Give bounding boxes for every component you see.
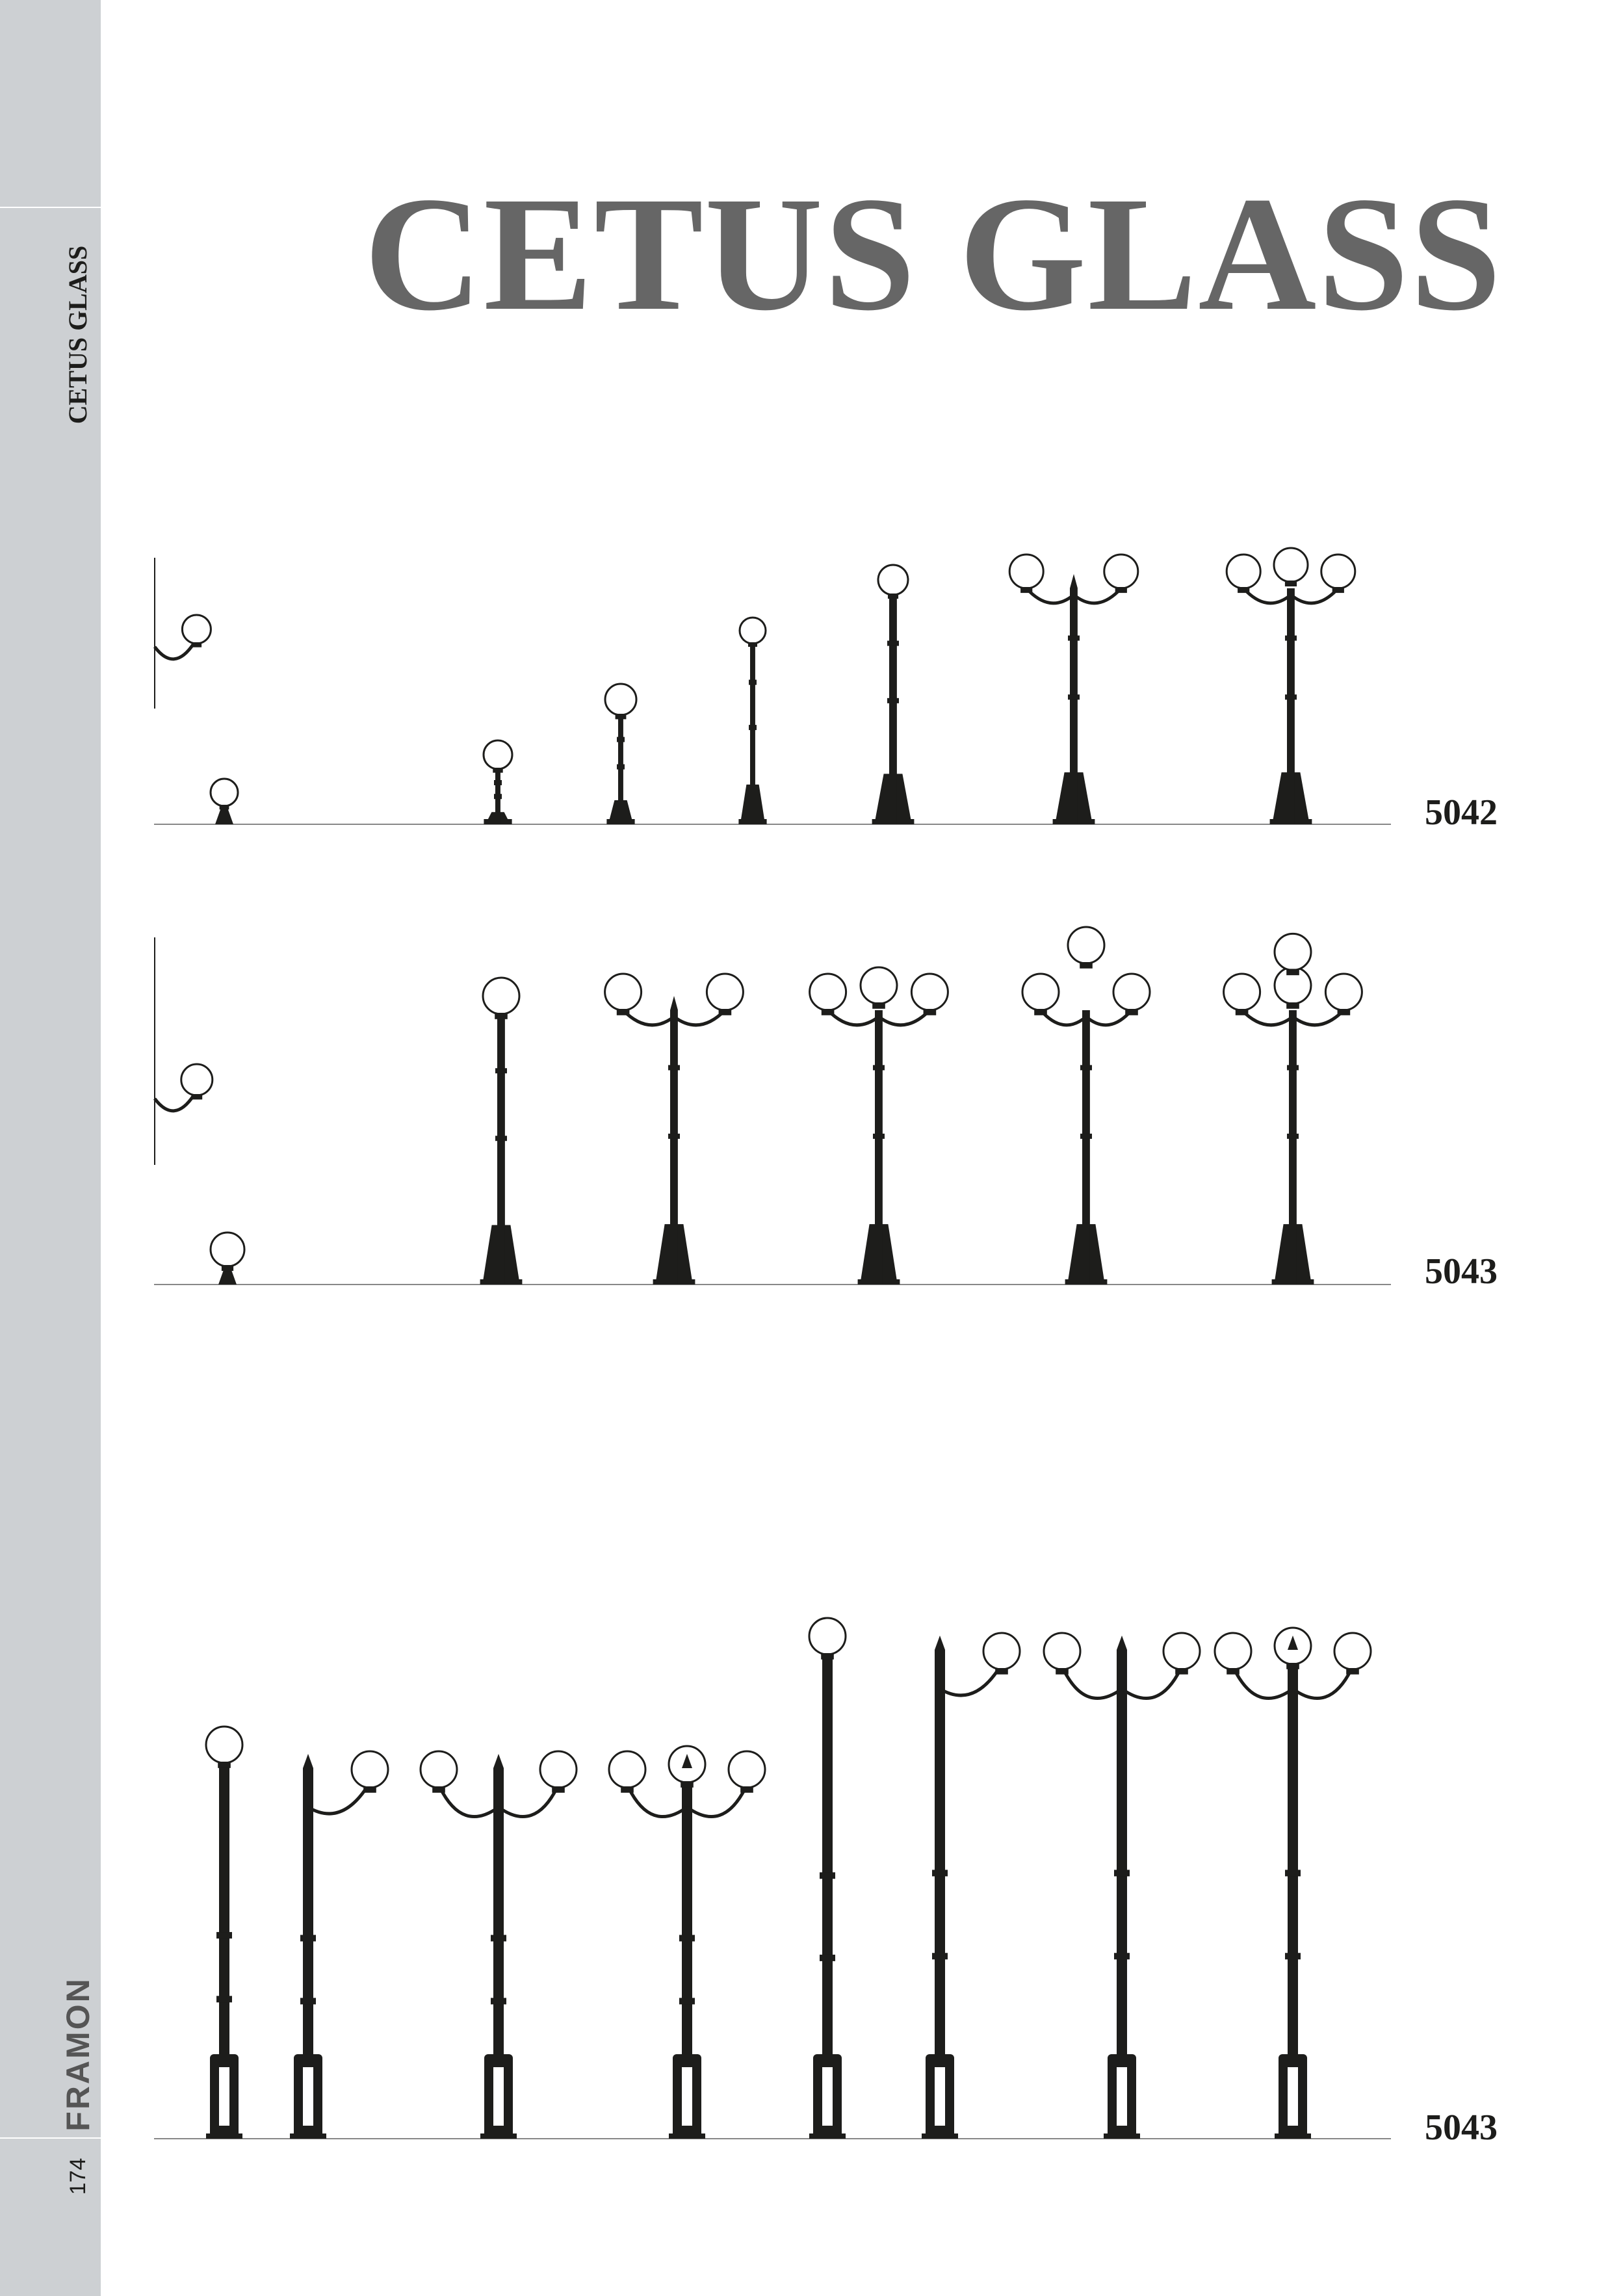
globe-fitter (1238, 587, 1249, 593)
globe-fitter (191, 1094, 202, 1099)
globe-fitter (1236, 1009, 1249, 1015)
post-collar (749, 725, 757, 730)
product-row-5043-bottom (154, 1618, 1391, 2139)
pole-collar (679, 1935, 695, 1942)
globe (809, 1618, 846, 1654)
pole-collar (300, 1935, 316, 1942)
globe (1334, 1633, 1371, 1669)
lamp-arm (440, 1788, 499, 1817)
globe (729, 1751, 765, 1788)
globe (1113, 974, 1150, 1010)
page-number: 174 (66, 2158, 90, 2195)
pole-base-panel (493, 2067, 504, 2126)
lamp-arm (1026, 588, 1074, 603)
post-shaft (618, 715, 623, 824)
globe (1275, 933, 1311, 970)
pole-collar (216, 1932, 232, 1938)
globe (707, 974, 743, 1010)
globe (1224, 974, 1260, 1010)
post-collar (1080, 1065, 1092, 1070)
lamp-arm (1074, 588, 1121, 603)
pole-foot (1104, 2133, 1140, 2139)
post-collar (1287, 1134, 1299, 1139)
post-collar (494, 794, 502, 799)
finial (670, 996, 678, 1010)
globe (182, 615, 211, 644)
pole-collar (1114, 1870, 1130, 1876)
finial (935, 1636, 945, 1650)
post-shaft (889, 595, 897, 824)
globe-fitter (1115, 587, 1127, 593)
pole-collar (300, 1998, 316, 2004)
globe-fitter (220, 805, 229, 809)
pole-collar (679, 1998, 695, 2004)
globe (878, 565, 908, 595)
post-shaft (497, 1014, 505, 1285)
globe (1321, 554, 1355, 588)
globe (1068, 927, 1104, 963)
globe-fitter (888, 594, 898, 599)
globe-fitter (616, 714, 627, 719)
globe (1009, 554, 1043, 588)
pole-base-panel (1117, 2067, 1127, 2126)
globe-fitter (1056, 1668, 1069, 1675)
globe-fitter (872, 1002, 885, 1009)
post-collar (873, 1065, 885, 1070)
brand-logo: FRAMON (60, 1977, 96, 2132)
globe (211, 1233, 244, 1266)
pole-foot (1275, 2133, 1311, 2139)
lamp-arm (1086, 1010, 1132, 1025)
globe (983, 1633, 1020, 1669)
globe-fitter (1332, 587, 1344, 593)
globe-fitter (1286, 969, 1299, 975)
pole-shaft (822, 1654, 833, 2054)
globe-fitter (621, 1786, 634, 1793)
globe-fitter (1080, 962, 1093, 969)
pole-foot (480, 2133, 517, 2139)
pole-base-panel (682, 2067, 692, 2126)
globe (1163, 1633, 1200, 1669)
globe (1325, 974, 1362, 1010)
pole-collar (1285, 1870, 1301, 1876)
globe (740, 618, 766, 644)
post-collar (887, 641, 899, 646)
globe-fitter (1125, 1009, 1138, 1015)
lamp-arm (499, 1788, 557, 1817)
post-collar (668, 1065, 680, 1070)
globe-fitter (493, 768, 502, 773)
product-code-5042: 5042 (1425, 792, 1498, 833)
globe (1227, 554, 1260, 588)
post-shaft (670, 1010, 678, 1285)
lamp-arm (1293, 1010, 1344, 1025)
post-shaft (1287, 588, 1295, 824)
pole-shaft (219, 1763, 229, 2054)
pole-base-panel (303, 2067, 313, 2126)
post-shaft (875, 1010, 883, 1285)
pole-collar (491, 1935, 506, 1942)
globe-fitter (218, 1762, 231, 1768)
globe (352, 1751, 388, 1788)
post-shaft (1082, 1010, 1090, 1285)
pole-base-panel (219, 2067, 229, 2126)
globe (483, 978, 519, 1014)
globe (605, 684, 636, 715)
globe (206, 1727, 242, 1763)
globe-fitter (552, 1786, 565, 1793)
post-shaft (1070, 588, 1078, 824)
globe-fitter (1034, 1009, 1047, 1015)
pole-collar (932, 1870, 948, 1876)
post-collar (617, 764, 625, 770)
globe-fitter (192, 642, 201, 647)
globe (1274, 548, 1308, 582)
sidebar-title: CETUS GLASS (63, 245, 92, 424)
lamp-arm (1063, 1669, 1122, 1699)
globe-fitter (822, 1009, 835, 1015)
lamp-arm (674, 1010, 725, 1025)
post-collar (495, 1136, 507, 1141)
wall-arm (155, 644, 194, 659)
globe (211, 779, 238, 806)
globe-fitter (821, 1653, 834, 1660)
globe-fitter (1346, 1668, 1359, 1675)
globe (421, 1751, 457, 1788)
globe-fitter (748, 642, 757, 647)
globe-fitter (1338, 1009, 1351, 1015)
pole-foot (809, 2133, 846, 2139)
post-shaft (750, 644, 755, 824)
pole-collar (820, 1872, 835, 1879)
lamp-arm (629, 1788, 687, 1817)
post-collar (1285, 636, 1297, 641)
globe-fitter (740, 1786, 753, 1793)
product-row-5043-top (154, 927, 1391, 1285)
globe-fitter (222, 1265, 233, 1271)
post-collar (1287, 1065, 1299, 1070)
lamp-arm (1291, 588, 1338, 603)
post-collar (1068, 694, 1080, 699)
page-title: CETUS GLASS (364, 163, 1503, 345)
globe (861, 967, 897, 1004)
finial (493, 1754, 504, 1768)
product-code-5043-poles: 5043 (1425, 2107, 1498, 2148)
pole-base-panel (935, 2067, 945, 2126)
post-collar (873, 1134, 885, 1139)
product-row-5042 (154, 548, 1391, 824)
globe-fitter (995, 1668, 1008, 1675)
pole-foot (290, 2133, 326, 2139)
lamp-arm (1242, 1010, 1293, 1025)
pole-shaft (303, 1768, 313, 2054)
globe (1022, 974, 1059, 1010)
lamp-arm (940, 1669, 998, 1695)
globe (1044, 1633, 1080, 1669)
globe-fitter (1286, 1663, 1299, 1669)
pole-collar (1285, 1953, 1301, 1959)
lamp-arm (308, 1788, 367, 1814)
pole-base-panel (822, 2067, 833, 2126)
globe-fitter (617, 1009, 630, 1015)
globe-fitter (1227, 1668, 1240, 1675)
post-collar (887, 698, 899, 703)
globe-fitter (432, 1786, 445, 1793)
pole-collar (491, 1998, 506, 2004)
post-collar (1285, 694, 1297, 699)
globe-fitter (1285, 581, 1297, 586)
globe (810, 974, 846, 1010)
product-code-5043: 5043 (1425, 1251, 1498, 1292)
lamp-arm (1293, 1669, 1351, 1699)
pole-foot (922, 2133, 958, 2139)
post-shaft (1289, 1010, 1297, 1285)
pole-shaft (935, 1650, 945, 2054)
post-collar (617, 737, 625, 742)
globe-fitter (1175, 1668, 1188, 1675)
globe (1104, 554, 1138, 588)
pole-foot (206, 2133, 242, 2139)
globe (605, 974, 642, 1010)
post-collar (668, 1134, 680, 1139)
lamp-arm (1041, 1010, 1086, 1025)
finial (1117, 1636, 1127, 1650)
lamp-arm (1234, 1669, 1293, 1699)
lamp-arm (828, 1010, 879, 1025)
pole-shaft (1117, 1650, 1127, 2054)
post-collar (1080, 1134, 1092, 1139)
lamp-arm (623, 1010, 674, 1025)
pole-base-panel (1288, 2067, 1298, 2126)
lamp-arm (687, 1788, 746, 1817)
globe-fitter (1020, 587, 1032, 593)
pole-collar (216, 1996, 232, 2002)
finial (303, 1754, 313, 1768)
post-collar (749, 680, 757, 685)
globe (911, 974, 948, 1010)
globe-fitter (681, 1781, 694, 1788)
globe-fitter (363, 1786, 376, 1793)
post-collar (1068, 636, 1080, 641)
lamp-arm (879, 1010, 929, 1025)
pole-collar (1114, 1953, 1130, 1959)
post-collar (495, 1068, 507, 1073)
globe-fitter (1286, 1002, 1299, 1009)
post-collar (494, 780, 502, 785)
globe-fitter (719, 1009, 732, 1015)
globe (181, 1064, 213, 1095)
wall-arm (155, 1095, 194, 1111)
globe-fitter (495, 1013, 508, 1019)
pole-shaft (1288, 1650, 1298, 2054)
pole-foot (669, 2133, 705, 2139)
lamp-arm (1243, 588, 1291, 603)
globe-fitter (924, 1009, 937, 1015)
finial (1070, 574, 1078, 588)
globe (484, 740, 512, 769)
pole-collar (820, 1955, 835, 1961)
pole-collar (932, 1953, 948, 1959)
globe (1215, 1633, 1251, 1669)
globe (609, 1751, 645, 1788)
lamp-arm (1122, 1669, 1180, 1699)
globe (540, 1751, 577, 1788)
